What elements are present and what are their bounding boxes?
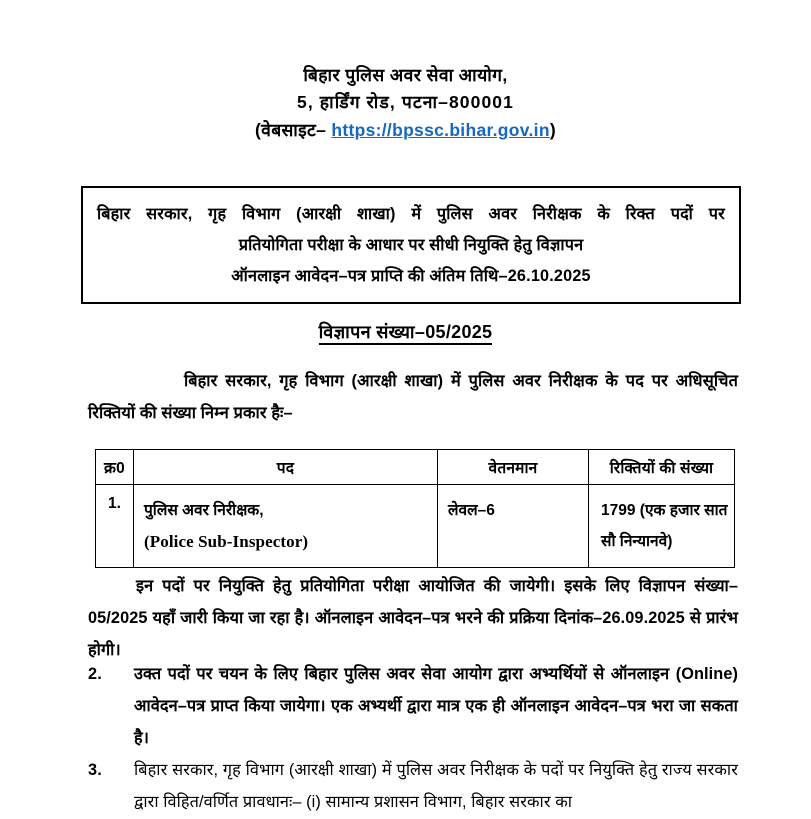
table-header-row (96, 450, 735, 485)
notice-box (81, 186, 741, 304)
website-paren-close: ) (549, 120, 556, 140)
website-label: (वेबसाइट– (255, 120, 332, 140)
clause-3-number: 3. (88, 761, 102, 779)
notice-line-2: प्रतियोगिता परीक्षा के आधार पर सीधी नियुक्ति हेतु विज्ञापन (238, 235, 584, 254)
cell-serial: 1. (96, 485, 134, 568)
cell-pay-scale: लेवल–6 (438, 485, 589, 568)
column-header-post: पद (134, 450, 438, 485)
cell-vacancies: 1799 (एक हजार सात सौ निन्यानवे) (589, 485, 735, 568)
table-row (96, 485, 735, 568)
intro-paragraph: बिहार सरकार, गृह विभाग (आरक्षी शाखा) में पुलिस अवर निरीक्षक के पद पर अधिसूचित रिक्तियों की संख्या निम्न प्रकार हैः– (88, 372, 738, 422)
document-header (0, 0, 811, 144)
post-name-english: (Police Sub-Inspector) (144, 532, 309, 551)
notice-line-1: बिहार सरकार, गृह विभाग (आरक्षी शाखा) में पुलिस अवर निरीक्षक के रिक्त पदों पर (97, 204, 725, 223)
column-header-serial: क्र0 (96, 450, 134, 485)
clause-2-text: उक्त पदों पर चयन के लिए बिहार पुलिस अवर सेवा आयोग द्वारा अभ्यर्थियों से ऑनलाइन (Online) आवेदन–पत्र प्राप्त किया जायेगा। एक अभ्यर्थी द्वारा मात्र एक ही ऑनलाइन आवेदन–पत्र भरा जा सकता है। (134, 665, 738, 747)
notice-line-3: ऑनलाइन आवेदन–पत्र प्राप्ति की अंतिम तिथि–26.10.2025 (231, 266, 591, 285)
clause-2 (88, 658, 738, 754)
advertisement-number (0, 320, 811, 344)
clause-2-number: 2. (88, 665, 102, 683)
column-header-pay-scale: वेतनमान (438, 450, 589, 485)
paragraph-after-table: इन पदों पर नियुक्ति हेतु प्रतियोगिता परीक्षा आयोजित की जायेगी। इसके लिए विज्ञापन संख्या–05/2025 यहाँ जारी किया जा रहा है। ऑनलाइन आवेदन–पत्र भरने की प्रक्रिया दिनांक–26.09.2025 से प्रारंभ होगी। (88, 577, 738, 659)
organisation-address: 5, हार्डिंग रोड, पटना–800001 (297, 92, 514, 112)
website-line (0, 117, 811, 144)
post-name-hindi: पुलिस अवर निरीक्षक, (144, 502, 264, 519)
organisation-name: बिहार पुलिस अवर सेवा आयोग, (303, 65, 508, 85)
website-link[interactable]: https://bpssc.bihar.gov.in (331, 120, 550, 140)
column-header-vacancies: रिक्तियों की संख्या (589, 450, 735, 485)
vacancy-table (95, 449, 735, 568)
clause-3-text: बिहार सरकार, गृह विभाग (आरक्षी शाखा) में पुलिस अवर निरीक्षक के पदों पर नियुक्ति हेतु राज्य सरकार द्वारा विहित/वर्णित प्रावधानः– (i) सामान्य प्रशासन विभाग, बिहार सरकार का (134, 761, 738, 811)
cell-post (134, 485, 438, 568)
advertisement-number-text: विज्ञापन संख्या–05/2025 (319, 322, 493, 345)
clause-3 (88, 754, 738, 818)
